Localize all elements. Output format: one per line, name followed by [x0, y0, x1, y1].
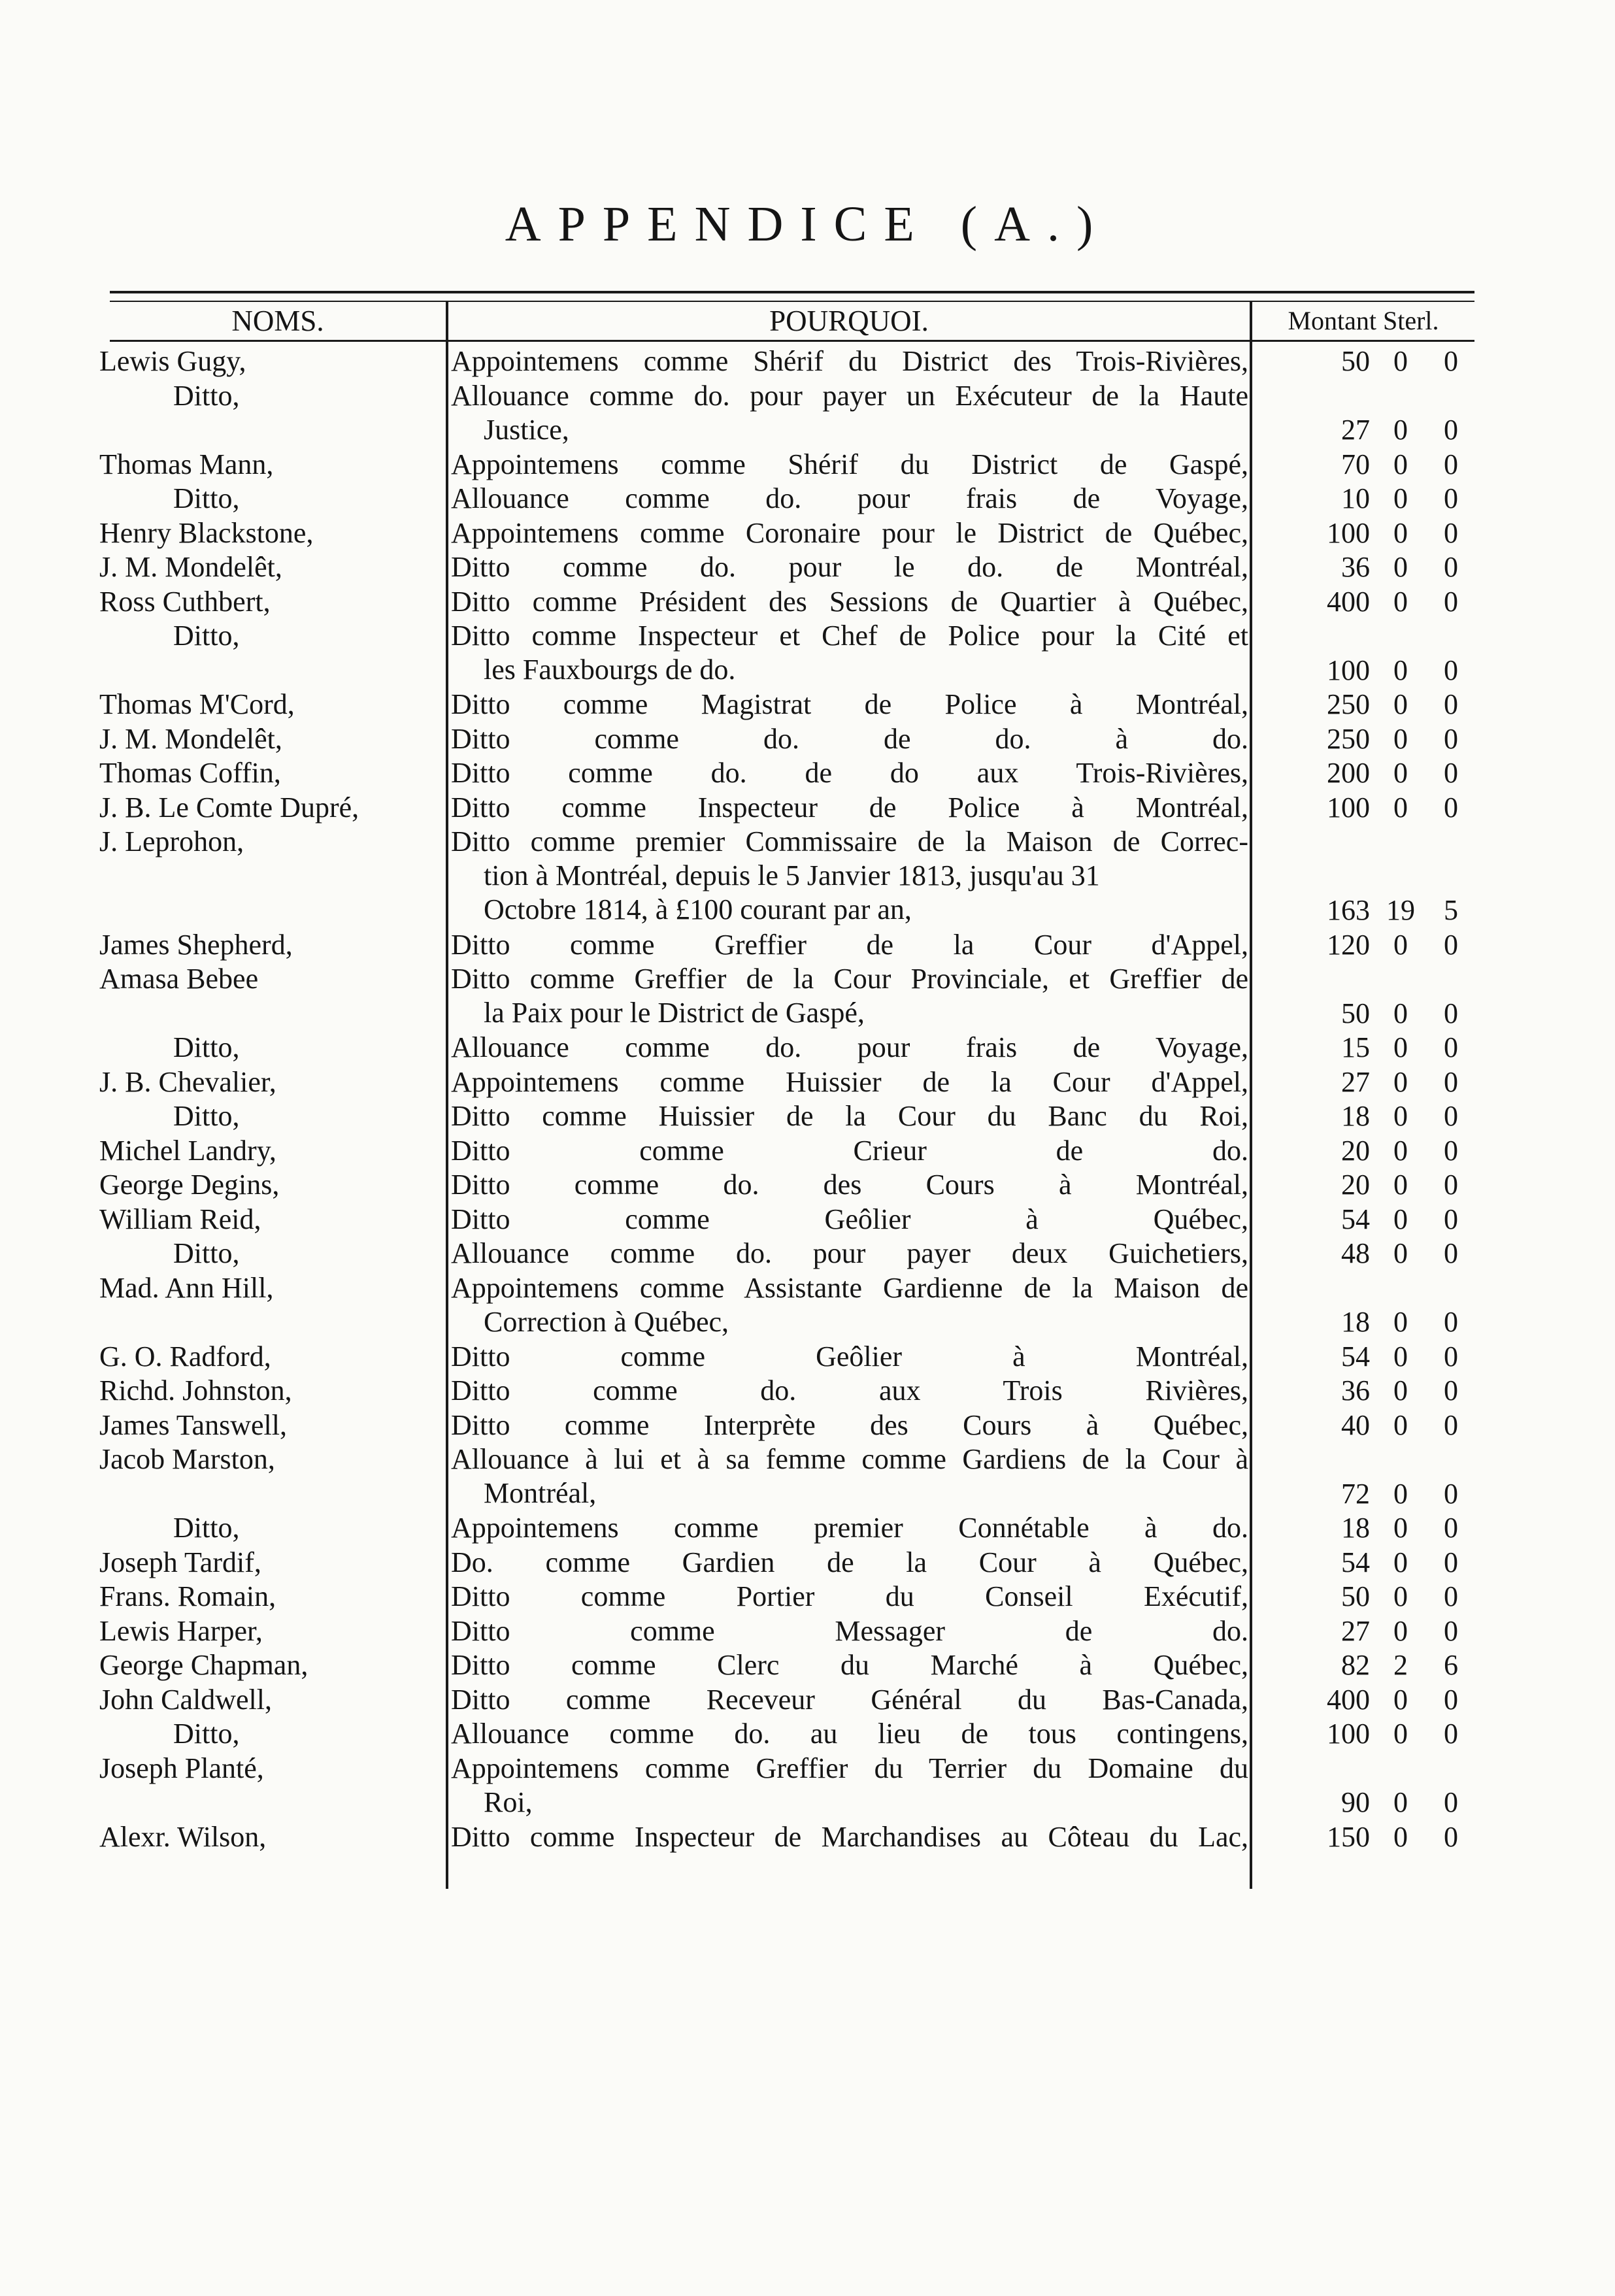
amount-pence: 0: [1444, 585, 1458, 618]
amount-pounds: 27: [1341, 414, 1370, 446]
amount-shillings: 0: [1393, 1477, 1408, 1510]
row-purpose-continuation: les Fauxbourgs de do.: [484, 654, 736, 686]
row-name: Ditto,: [173, 1237, 240, 1269]
amount-pence: 0: [1444, 1100, 1458, 1132]
amount-pounds: 18: [1341, 1100, 1370, 1132]
amount-pence: 0: [1444, 1512, 1458, 1544]
row-purpose-continuation: Justice,: [484, 413, 569, 446]
amount-shillings: 0: [1393, 1340, 1408, 1373]
row-name: Amasa Bebee: [99, 963, 259, 995]
amount-pounds: 18: [1341, 1306, 1370, 1338]
column-divider-names: [446, 301, 448, 1889]
row-name: Ditto,: [173, 482, 240, 514]
amount-shillings: 0: [1393, 1237, 1408, 1269]
header-amount: Montant Sterl.: [1288, 306, 1439, 335]
row-purpose: Ditto comme Greffier de la Cour d'Appel,: [451, 928, 1248, 961]
amount-pence: 0: [1444, 1340, 1458, 1373]
row-purpose: Appointemens comme Coronaire pour le District de Québec,: [451, 516, 1248, 549]
amount-pounds: 72: [1341, 1477, 1370, 1510]
row-name: John Caldwell,: [99, 1683, 272, 1716]
row-purpose: Allouance à lui et à sa femme comme Gardiens de la Cour à Montréal,: [451, 1443, 1248, 1509]
row-purpose: Appointemens comme premier Connétable à do.: [451, 1512, 1248, 1544]
row-name: Lewis Gugy,: [99, 345, 246, 377]
amount-shillings: 0: [1393, 1580, 1408, 1612]
row-purpose: Allouance comme do. pour payer deux Guichetiers,: [451, 1237, 1248, 1269]
amount-pence: 0: [1444, 1683, 1458, 1716]
row-name: Richd. Johnston,: [99, 1374, 292, 1406]
row-purpose-continuation: Roi,: [484, 1786, 533, 1818]
row-name: James Tanswell,: [99, 1408, 287, 1441]
row-purpose: Appointemens comme Assistante Gardienne de la Maison de Correction à Québec,: [451, 1271, 1248, 1338]
amount-shillings: 0: [1393, 414, 1408, 446]
row-purpose: Appointemens comme Shérif du District des Trois-Rivières,: [451, 345, 1248, 377]
row-name: Ditto,: [173, 1512, 240, 1544]
amount-pounds: 400: [1327, 585, 1370, 618]
amount-shillings: 0: [1393, 1100, 1408, 1132]
row-purpose: Ditto comme do. des Cours à Montréal,: [451, 1169, 1248, 1201]
row-purpose: Ditto comme Inspecteur de Police à Montréal,: [451, 791, 1248, 824]
row-name: Thomas Coffin,: [99, 757, 281, 789]
amount-pence: 0: [1444, 551, 1458, 583]
amount-pounds: 50: [1341, 997, 1370, 1029]
page-title: APPENDICE (A.): [505, 197, 1110, 252]
row-name: Thomas Mann,: [99, 448, 274, 480]
amount-pence: 0: [1444, 1580, 1458, 1612]
row-purpose: Ditto comme Greffier de la Cour Provinciale, et Greffier de la Paix pour le District de Gaspé,: [451, 963, 1248, 1029]
amount-shillings: 0: [1393, 1031, 1408, 1063]
amount-pence: 0: [1444, 1786, 1458, 1818]
row-name: George Chapman,: [99, 1649, 308, 1681]
amount-pounds: 100: [1327, 791, 1370, 824]
row-purpose-continuation: Montréal,: [484, 1477, 597, 1509]
amount-pence: 0: [1444, 722, 1458, 755]
amount-pence: 0: [1444, 654, 1458, 686]
row-purpose: Do. comme Gardien de la Cour à Québec,: [451, 1546, 1248, 1578]
amount-pounds: 250: [1327, 722, 1370, 755]
row-name: William Reid,: [99, 1203, 261, 1235]
amount-pence: 0: [1444, 448, 1458, 480]
amount-pounds: 200: [1327, 757, 1370, 789]
amount-pence: 0: [1444, 414, 1458, 446]
amount-pence: 0: [1444, 1408, 1458, 1441]
row-purpose: Ditto comme Président des Sessions de Quartier à Québec,: [451, 585, 1248, 618]
amount-pence: 0: [1444, 1134, 1458, 1167]
row-name: J. Leprohon,: [99, 825, 244, 857]
amount-pence: 0: [1444, 688, 1458, 720]
amount-pounds: 27: [1341, 1614, 1370, 1647]
amount-pounds: 120: [1327, 928, 1370, 961]
amount-pence: 0: [1444, 1306, 1458, 1338]
amount-pence: 0: [1444, 1065, 1458, 1098]
row-name: J. M. Mondelêt,: [99, 722, 282, 755]
amount-shillings: 0: [1393, 345, 1408, 377]
row-purpose: Ditto comme premier Commissaire de la Maison de Correc- tion à Montréal, depuis le 5 Janvier 1813, jusqu'au 31 Octobre 1814, à £100 courant par an,: [451, 825, 1248, 925]
row-name: Frans. Romain,: [99, 1580, 276, 1612]
row-name: Ditto,: [173, 1718, 240, 1750]
row-purpose: Ditto comme Inspecteur de Marchandises au Côteau du Lac,: [451, 1820, 1248, 1853]
header-rule: [110, 340, 1474, 342]
amount-shillings: 0: [1393, 1408, 1408, 1441]
amount-shillings: 0: [1393, 1820, 1408, 1853]
amount-pence: 0: [1444, 1031, 1458, 1063]
amount-shillings: 0: [1393, 482, 1408, 514]
amount-shillings: 0: [1393, 654, 1408, 686]
amount-pence: 0: [1444, 1820, 1458, 1853]
amount-shillings: 0: [1393, 722, 1408, 755]
row-name: Joseph Planté,: [99, 1752, 264, 1784]
row-purpose: Ditto comme Messager de do.: [451, 1614, 1248, 1647]
row-name: James Shepherd,: [99, 928, 293, 961]
amount-pounds: 48: [1341, 1237, 1370, 1269]
amount-pounds: 50: [1341, 345, 1370, 377]
row-purpose: Ditto comme Interprète des Cours à Québec,: [451, 1408, 1248, 1441]
amount-pence: 0: [1444, 1477, 1458, 1510]
row-purpose-continuation: la Paix pour le District de Gaspé,: [484, 997, 865, 1029]
row-purpose-continuation: Octobre 1814, à £100 courant par an,: [484, 893, 912, 925]
row-name: G. O. Radford,: [99, 1340, 271, 1373]
amount-shillings: 0: [1393, 1169, 1408, 1201]
amount-pounds: 50: [1341, 1580, 1370, 1612]
row-name: J. M. Mondelêt,: [99, 551, 282, 583]
row-purpose: Ditto comme Portier du Conseil Exécutif,: [451, 1580, 1248, 1612]
column-divider-purpose: [1250, 301, 1252, 1889]
row-name: Ditto,: [173, 379, 240, 412]
row-name: Ditto,: [173, 620, 240, 652]
row-purpose: Ditto comme Receveur Général du Bas-Canada,: [451, 1683, 1248, 1716]
amount-shillings: 0: [1393, 688, 1408, 720]
amount-shillings: 0: [1393, 1306, 1408, 1338]
header-names: NOMS.: [231, 305, 324, 337]
amount-pence: 0: [1444, 482, 1458, 514]
amount-pounds: 54: [1341, 1340, 1370, 1373]
amount-pounds: 163: [1327, 894, 1370, 926]
amount-shillings: 0: [1393, 1374, 1408, 1406]
row-name: Jacob Marston,: [99, 1443, 275, 1475]
amount-pounds: 40: [1341, 1408, 1370, 1441]
amount-shillings: 0: [1393, 997, 1408, 1029]
amount-pounds: 15: [1341, 1031, 1370, 1063]
amount-pence: 0: [1444, 928, 1458, 961]
amount-pence: 6: [1444, 1649, 1458, 1681]
header-purpose: POURQUOI.: [769, 305, 929, 337]
amount-shillings: 0: [1393, 757, 1408, 789]
row-name: Lewis Harper,: [99, 1614, 263, 1647]
amount-shillings: 0: [1393, 1546, 1408, 1578]
row-purpose: Ditto comme Geôlier à Montréal,: [451, 1340, 1248, 1373]
amount-shillings: 0: [1393, 1512, 1408, 1544]
row-purpose: Ditto comme Inspecteur et Chef de Police pour la Cité et les Fauxbourgs de do.: [451, 620, 1248, 686]
amount-pounds: 54: [1341, 1203, 1370, 1235]
amount-shillings: 19: [1386, 894, 1415, 926]
amount-pounds: 20: [1341, 1169, 1370, 1201]
amount-shillings: 0: [1393, 928, 1408, 961]
row-purpose: Ditto comme do. pour le do. de Montréal,: [451, 551, 1248, 583]
amount-shillings: 0: [1393, 1065, 1408, 1098]
amount-pounds: 70: [1341, 448, 1370, 480]
amount-pence: 0: [1444, 1374, 1458, 1406]
row-purpose: Allouance comme do. au lieu de tous contingens,: [451, 1718, 1248, 1750]
amount-shillings: 0: [1393, 1718, 1408, 1750]
row-purpose: Allouance comme do. pour frais de Voyage,: [451, 482, 1248, 514]
amount-pence: 0: [1444, 1237, 1458, 1269]
row-purpose-continuation: tion à Montréal, depuis le 5 Janvier 1813, jusqu'au 31: [484, 859, 1100, 891]
row-name: Ross Cuthbert,: [99, 585, 271, 618]
row-name: J. B. Le Comte Dupré,: [99, 791, 359, 824]
amount-pounds: 54: [1341, 1546, 1370, 1578]
amount-shillings: 0: [1393, 448, 1408, 480]
amount-pence: 0: [1444, 1169, 1458, 1201]
row-name: Thomas M'Cord,: [99, 688, 295, 720]
row-name: Ditto,: [173, 1031, 240, 1063]
amount-pence: 0: [1444, 1546, 1458, 1578]
amount-pence: 0: [1444, 1614, 1458, 1647]
row-name: Mad. Ann Hill,: [99, 1271, 274, 1304]
amount-pence: 0: [1444, 791, 1458, 824]
amount-pence: 0: [1444, 345, 1458, 377]
row-purpose: Ditto comme do. de do. à do.: [451, 722, 1248, 755]
amount-pounds: 400: [1327, 1683, 1370, 1716]
amount-shillings: 0: [1393, 1786, 1408, 1818]
row-purpose: Ditto comme Clerc du Marché à Québec,: [451, 1649, 1248, 1681]
row-purpose: Ditto comme do. de do aux Trois-Rivières,: [451, 757, 1248, 789]
amount-pence: 0: [1444, 516, 1458, 549]
amount-pounds: 150: [1327, 1820, 1370, 1853]
amount-shillings: 0: [1393, 1134, 1408, 1167]
amount-shillings: 0: [1393, 1683, 1408, 1716]
amount-pounds: 18: [1341, 1512, 1370, 1544]
row-name: Michel Landry,: [99, 1134, 276, 1167]
amount-pence: 5: [1444, 894, 1458, 926]
amount-pounds: 250: [1327, 688, 1370, 720]
amount-pounds: 36: [1341, 1374, 1370, 1406]
amount-pounds: 20: [1341, 1134, 1370, 1167]
amount-pounds: 10: [1341, 482, 1370, 514]
amount-pence: 0: [1444, 1203, 1458, 1235]
row-purpose: Ditto comme Magistrat de Police à Montréal,: [451, 688, 1248, 720]
row-name: George Degins,: [99, 1169, 280, 1201]
amount-pounds: 100: [1327, 1718, 1370, 1750]
amount-pounds: 36: [1341, 551, 1370, 583]
amount-pounds: 82: [1341, 1649, 1370, 1681]
amount-pounds: 90: [1341, 1786, 1370, 1818]
amount-pence: 0: [1444, 997, 1458, 1029]
row-purpose: Ditto comme Geôlier à Québec,: [451, 1203, 1248, 1235]
row-purpose: Appointemens comme Greffier du Terrier du Domaine du Roi,: [451, 1752, 1248, 1818]
amount-shillings: 0: [1393, 551, 1408, 583]
amount-pence: 0: [1444, 757, 1458, 789]
row-purpose: Ditto comme Huissier de la Cour du Banc du Roi,: [451, 1100, 1248, 1132]
row-purpose: Ditto comme Crieur de do.: [451, 1134, 1248, 1167]
row-name: Henry Blackstone,: [99, 516, 314, 549]
amount-pence: 0: [1444, 1718, 1458, 1750]
row-name: Alexr. Wilson,: [99, 1820, 267, 1853]
row-purpose: Appointemens comme Shérif du District de Gaspé,: [451, 448, 1248, 480]
amount-pounds: 100: [1327, 654, 1370, 686]
top-rule: [110, 291, 1474, 293]
row-purpose: Appointemens comme Huissier de la Cour d'Appel,: [451, 1065, 1248, 1098]
amount-shillings: 2: [1393, 1649, 1408, 1681]
amount-shillings: 0: [1393, 585, 1408, 618]
amount-shillings: 0: [1393, 1614, 1408, 1647]
amount-shillings: 0: [1393, 1203, 1408, 1235]
row-purpose: Allouance comme do. pour frais de Voyage,: [451, 1031, 1248, 1063]
amount-pounds: 100: [1327, 516, 1370, 549]
row-name: Ditto,: [173, 1100, 240, 1132]
row-purpose: Allouance comme do. pour payer un Exécuteur de la Haute Justice,: [451, 379, 1248, 446]
row-name: J. B. Chevalier,: [99, 1065, 276, 1098]
amount-pounds: 27: [1341, 1065, 1370, 1098]
amount-shillings: 0: [1393, 516, 1408, 549]
row-purpose-continuation: Correction à Québec,: [484, 1305, 729, 1338]
row-purpose: Ditto comme do. aux Trois Rivières,: [451, 1374, 1248, 1406]
row-name: Joseph Tardif,: [99, 1546, 261, 1578]
amount-shillings: 0: [1393, 791, 1408, 824]
